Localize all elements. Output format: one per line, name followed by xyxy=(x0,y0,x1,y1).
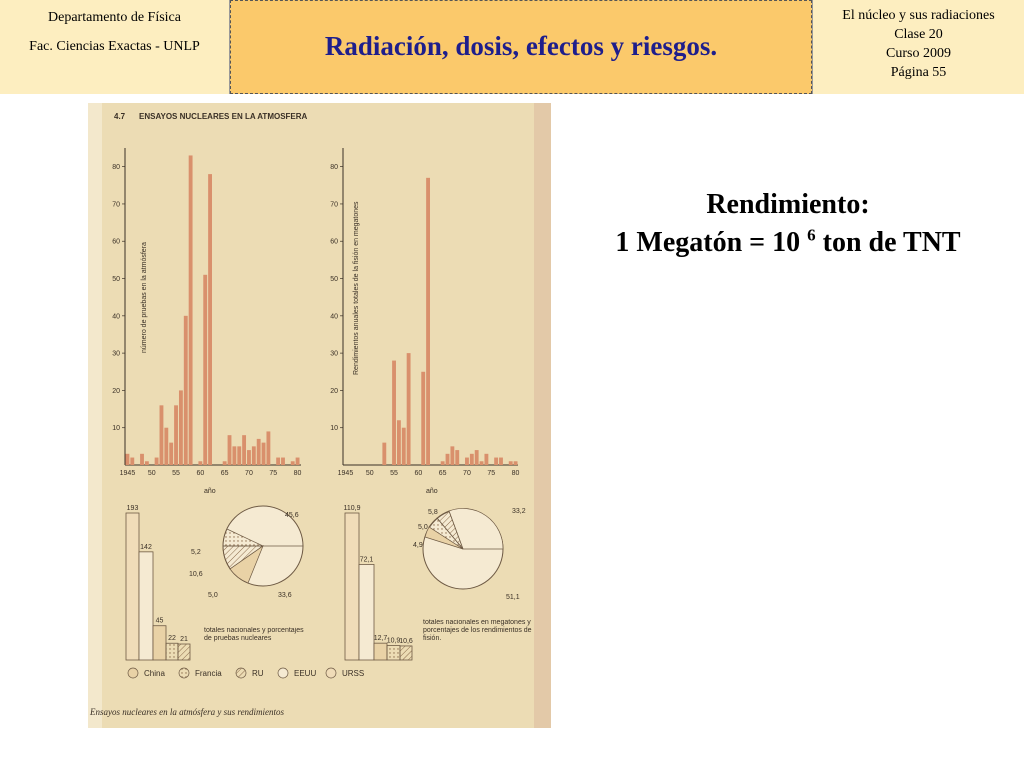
figure-caption: Ensayos nucleares en la atmósfera y sus rendimientos xyxy=(90,707,285,717)
legend-swatch-china xyxy=(128,668,138,678)
tests-bar-1979 xyxy=(291,461,295,465)
tests-ytick-label: 60 xyxy=(112,238,120,246)
equation-exponent: 6 xyxy=(807,225,816,245)
tests-bar-1976 xyxy=(276,458,280,465)
yield-total-bar-urss xyxy=(345,513,359,660)
tests-ytick-label: 80 xyxy=(112,164,120,172)
yield-bar-1968 xyxy=(455,450,459,465)
equation-prefix: 1 Megatón = 10 xyxy=(615,227,801,258)
tests-xtick-label: 70 xyxy=(245,470,253,477)
yield-bar-1956 xyxy=(397,420,401,465)
yield-bar-1976 xyxy=(494,458,498,465)
tests-ytick-label: 30 xyxy=(112,350,120,358)
equation-suffix: ton de TNT xyxy=(822,227,961,258)
legend-swatch-urss xyxy=(326,668,336,678)
yield-bar-1970 xyxy=(465,458,469,465)
tests-bar-1951 xyxy=(155,458,159,465)
yield-xtick-label: 80 xyxy=(511,470,520,477)
tests-bar-1954 xyxy=(169,443,173,465)
yield-total-value-2: 12,7 xyxy=(373,635,388,643)
tests-bar-1960 xyxy=(198,461,202,465)
tests-legend-box xyxy=(204,627,308,663)
yield-xtick-label: 1945 xyxy=(337,470,354,477)
tests-total-bar-china xyxy=(178,644,190,660)
yield-xtick-label: 60 xyxy=(414,470,423,477)
yield-xtick-label: 50 xyxy=(365,470,374,477)
tests-total-value-3: 22 xyxy=(168,635,176,643)
figure-number: 4.7 xyxy=(114,112,126,121)
tests-bar-1971 xyxy=(252,446,256,465)
yield-ytick-label: 30 xyxy=(330,350,338,358)
yield-xtick-label: 65 xyxy=(438,470,447,477)
tests-bar-1958 xyxy=(189,155,193,465)
scanned-figure xyxy=(88,103,551,728)
yield-bar-1973 xyxy=(480,461,484,465)
tests-bar-1977 xyxy=(281,458,285,465)
yield-ytick-label: 40 xyxy=(330,313,338,321)
yield-ytick-label: 70 xyxy=(330,201,338,209)
yield-pie-label-2: 5,0 xyxy=(418,524,428,531)
tests-bar-1962 xyxy=(208,174,212,465)
header-title-panel xyxy=(230,0,812,94)
tests-bar-1956 xyxy=(179,390,183,465)
legend-label-china: China xyxy=(144,669,165,678)
tests-pie-label-1: 5,2 xyxy=(191,549,201,556)
tests-bar-1946 xyxy=(130,458,134,465)
yield-pie-label-1: 5,8 xyxy=(428,509,438,516)
tests-xtick-label: 60 xyxy=(196,470,205,477)
page-title: Radiación, dosis, efectos y riesgos. xyxy=(324,31,718,61)
yield-legend-box xyxy=(423,619,533,659)
course-topic: El núcleo y sus radiaciones xyxy=(842,8,995,23)
yield-definition-equation xyxy=(560,224,1016,262)
yield-definition-label: Rendimiento: xyxy=(706,189,870,220)
yield-bar-1961 xyxy=(421,372,425,465)
yield-bar-1974 xyxy=(484,454,488,465)
yield-bar-1967 xyxy=(450,446,454,465)
tests-bar-1945 xyxy=(126,454,130,465)
yield-ytick-label: 50 xyxy=(330,276,338,284)
tests-total-bar-urss xyxy=(126,513,139,660)
tests-total-value-1: 142 xyxy=(140,543,152,551)
tests-bar-1967 xyxy=(232,446,236,465)
tests-bar-1953 xyxy=(164,428,168,465)
legend-swatch-francia xyxy=(179,668,189,678)
page-number: Página 55 xyxy=(890,65,947,80)
tests-total-value-4: 21 xyxy=(180,636,188,644)
tests-xtick-label: 1945 xyxy=(119,470,136,477)
yield-bar-1953 xyxy=(382,443,386,465)
tests-xtick-label: 50 xyxy=(147,470,156,477)
tests-bar-1972 xyxy=(257,439,261,465)
yield-ytick-label: 10 xyxy=(330,425,338,433)
yield-bar-1955 xyxy=(392,361,396,465)
tests-bar-1966 xyxy=(228,435,232,465)
legend-label-francia: Francia xyxy=(195,669,222,678)
yield-bar-1971 xyxy=(470,454,474,465)
tests-bar-1948 xyxy=(140,454,144,465)
tests-bar-1970 xyxy=(247,450,251,465)
tests-ytick-label: 40 xyxy=(112,313,120,321)
yield-ytick-label: 80 xyxy=(330,164,338,172)
yield-bar-1965 xyxy=(441,461,445,465)
yield-bar-1979 xyxy=(509,461,513,465)
tests-bar-1969 xyxy=(242,435,246,465)
header-right-panel xyxy=(812,0,1024,94)
yield-legend-text: totales nacionales en megatones y porcentajes de los rendimientos de fisión. xyxy=(423,619,532,642)
yield-bar-1962 xyxy=(426,178,430,465)
legend-label-eeuu: EEUU xyxy=(294,669,317,678)
tests-xtick-label: 65 xyxy=(220,470,229,477)
tests-pie-label-0: 45,6 xyxy=(285,512,299,519)
yield-total-value-4: 10,6 xyxy=(399,637,413,645)
yield-xtick-label: 55 xyxy=(390,470,398,477)
yield-ytick-label: 60 xyxy=(330,238,338,246)
tests-bar-1949 xyxy=(145,461,149,465)
tests-pie-label-4: 33,6 xyxy=(278,592,292,599)
yield-bar-1966 xyxy=(446,454,450,465)
legend-swatch-ru xyxy=(236,668,246,678)
yield-y-label: Rendimientos anuales totales de la fisión en megatones xyxy=(353,201,360,375)
yield-pie-label-0: 33,2 xyxy=(512,508,526,515)
tests-legend-text: totales nacionales y porcentajes de pruebas nucleares xyxy=(204,627,304,642)
yield-x-label: año xyxy=(426,488,438,495)
yield-definition xyxy=(560,186,1016,262)
tests-pie-label-3: 5,0 xyxy=(208,592,218,599)
yield-pie-label-4: 51,1 xyxy=(506,594,520,601)
tests-xtick-label: 75 xyxy=(269,470,278,477)
legend-swatch-eeuu xyxy=(278,668,288,678)
tests-bar-1980 xyxy=(296,458,300,465)
yield-total-bar-francia xyxy=(387,646,400,660)
tests-total-bar-francia xyxy=(166,643,178,660)
yield-total-value-1: 72,1 xyxy=(359,556,374,564)
tests-xtick-label: 55 xyxy=(172,470,180,477)
tests-bar-1952 xyxy=(160,405,164,465)
header-left-panel xyxy=(0,0,230,94)
yield-total-bar-ru xyxy=(400,646,412,660)
yield-total-value-0: 110,9 xyxy=(343,505,361,512)
yield-ytick-label: 20 xyxy=(330,387,338,395)
tests-pie-label-2: 10,6 xyxy=(189,571,203,578)
course-year: Curso 2009 xyxy=(886,46,951,61)
figure-title: ENSAYOS NUCLEARES EN LA ATMOSFERA xyxy=(139,112,308,121)
yield-total-bar-china xyxy=(374,643,387,660)
tests-total-value-0: 193 xyxy=(126,505,139,512)
tests-total-bar-eeuu xyxy=(139,552,153,660)
tests-ytick-label: 10 xyxy=(112,425,120,433)
tests-bar-1968 xyxy=(237,446,241,465)
class-number: Clase 20 xyxy=(894,27,943,42)
tests-bar-1965 xyxy=(223,461,227,465)
tests-bar-1955 xyxy=(174,405,178,465)
yield-xtick-label: 70 xyxy=(463,470,471,477)
tests-ytick-label: 70 xyxy=(112,201,120,209)
tests-ytick-label: 50 xyxy=(112,276,120,284)
yield-bar-1958 xyxy=(407,353,411,465)
yield-bar-1980 xyxy=(514,461,518,465)
tests-x-label: año xyxy=(204,488,216,495)
yield-xtick-label: 75 xyxy=(487,470,496,477)
yield-bar-1957 xyxy=(402,428,406,465)
right-page-strip xyxy=(534,103,551,728)
yield-total-bar-eeuu xyxy=(359,564,374,660)
tests-bar-1973 xyxy=(262,443,266,465)
tests-y-label: número de pruebas en la atmósfera xyxy=(141,242,148,353)
tests-bar-1957 xyxy=(184,316,188,465)
yield-pie-label-3: 4,9 xyxy=(413,542,423,549)
legend-label-ru: RU xyxy=(252,669,264,678)
tests-total-bar-ru xyxy=(153,626,166,660)
yield-pie xyxy=(423,508,503,589)
yield-bar-1977 xyxy=(499,458,503,465)
tests-bar-1961 xyxy=(203,275,207,465)
yield-bar-1972 xyxy=(475,450,479,465)
tests-ytick-label: 20 xyxy=(112,387,120,395)
legend-label-urss: URSS xyxy=(342,669,365,678)
left-page-strip xyxy=(88,103,102,728)
tests-xtick-label: 80 xyxy=(293,470,302,477)
faculty-label: Fac. Ciencias Exactas - UNLP xyxy=(29,39,200,54)
tests-bar-1974 xyxy=(266,431,270,465)
yield-total-value-3: 10,9 xyxy=(386,637,401,645)
department-label: Departamento de Física xyxy=(48,10,181,25)
tests-total-value-2: 45 xyxy=(155,617,164,625)
